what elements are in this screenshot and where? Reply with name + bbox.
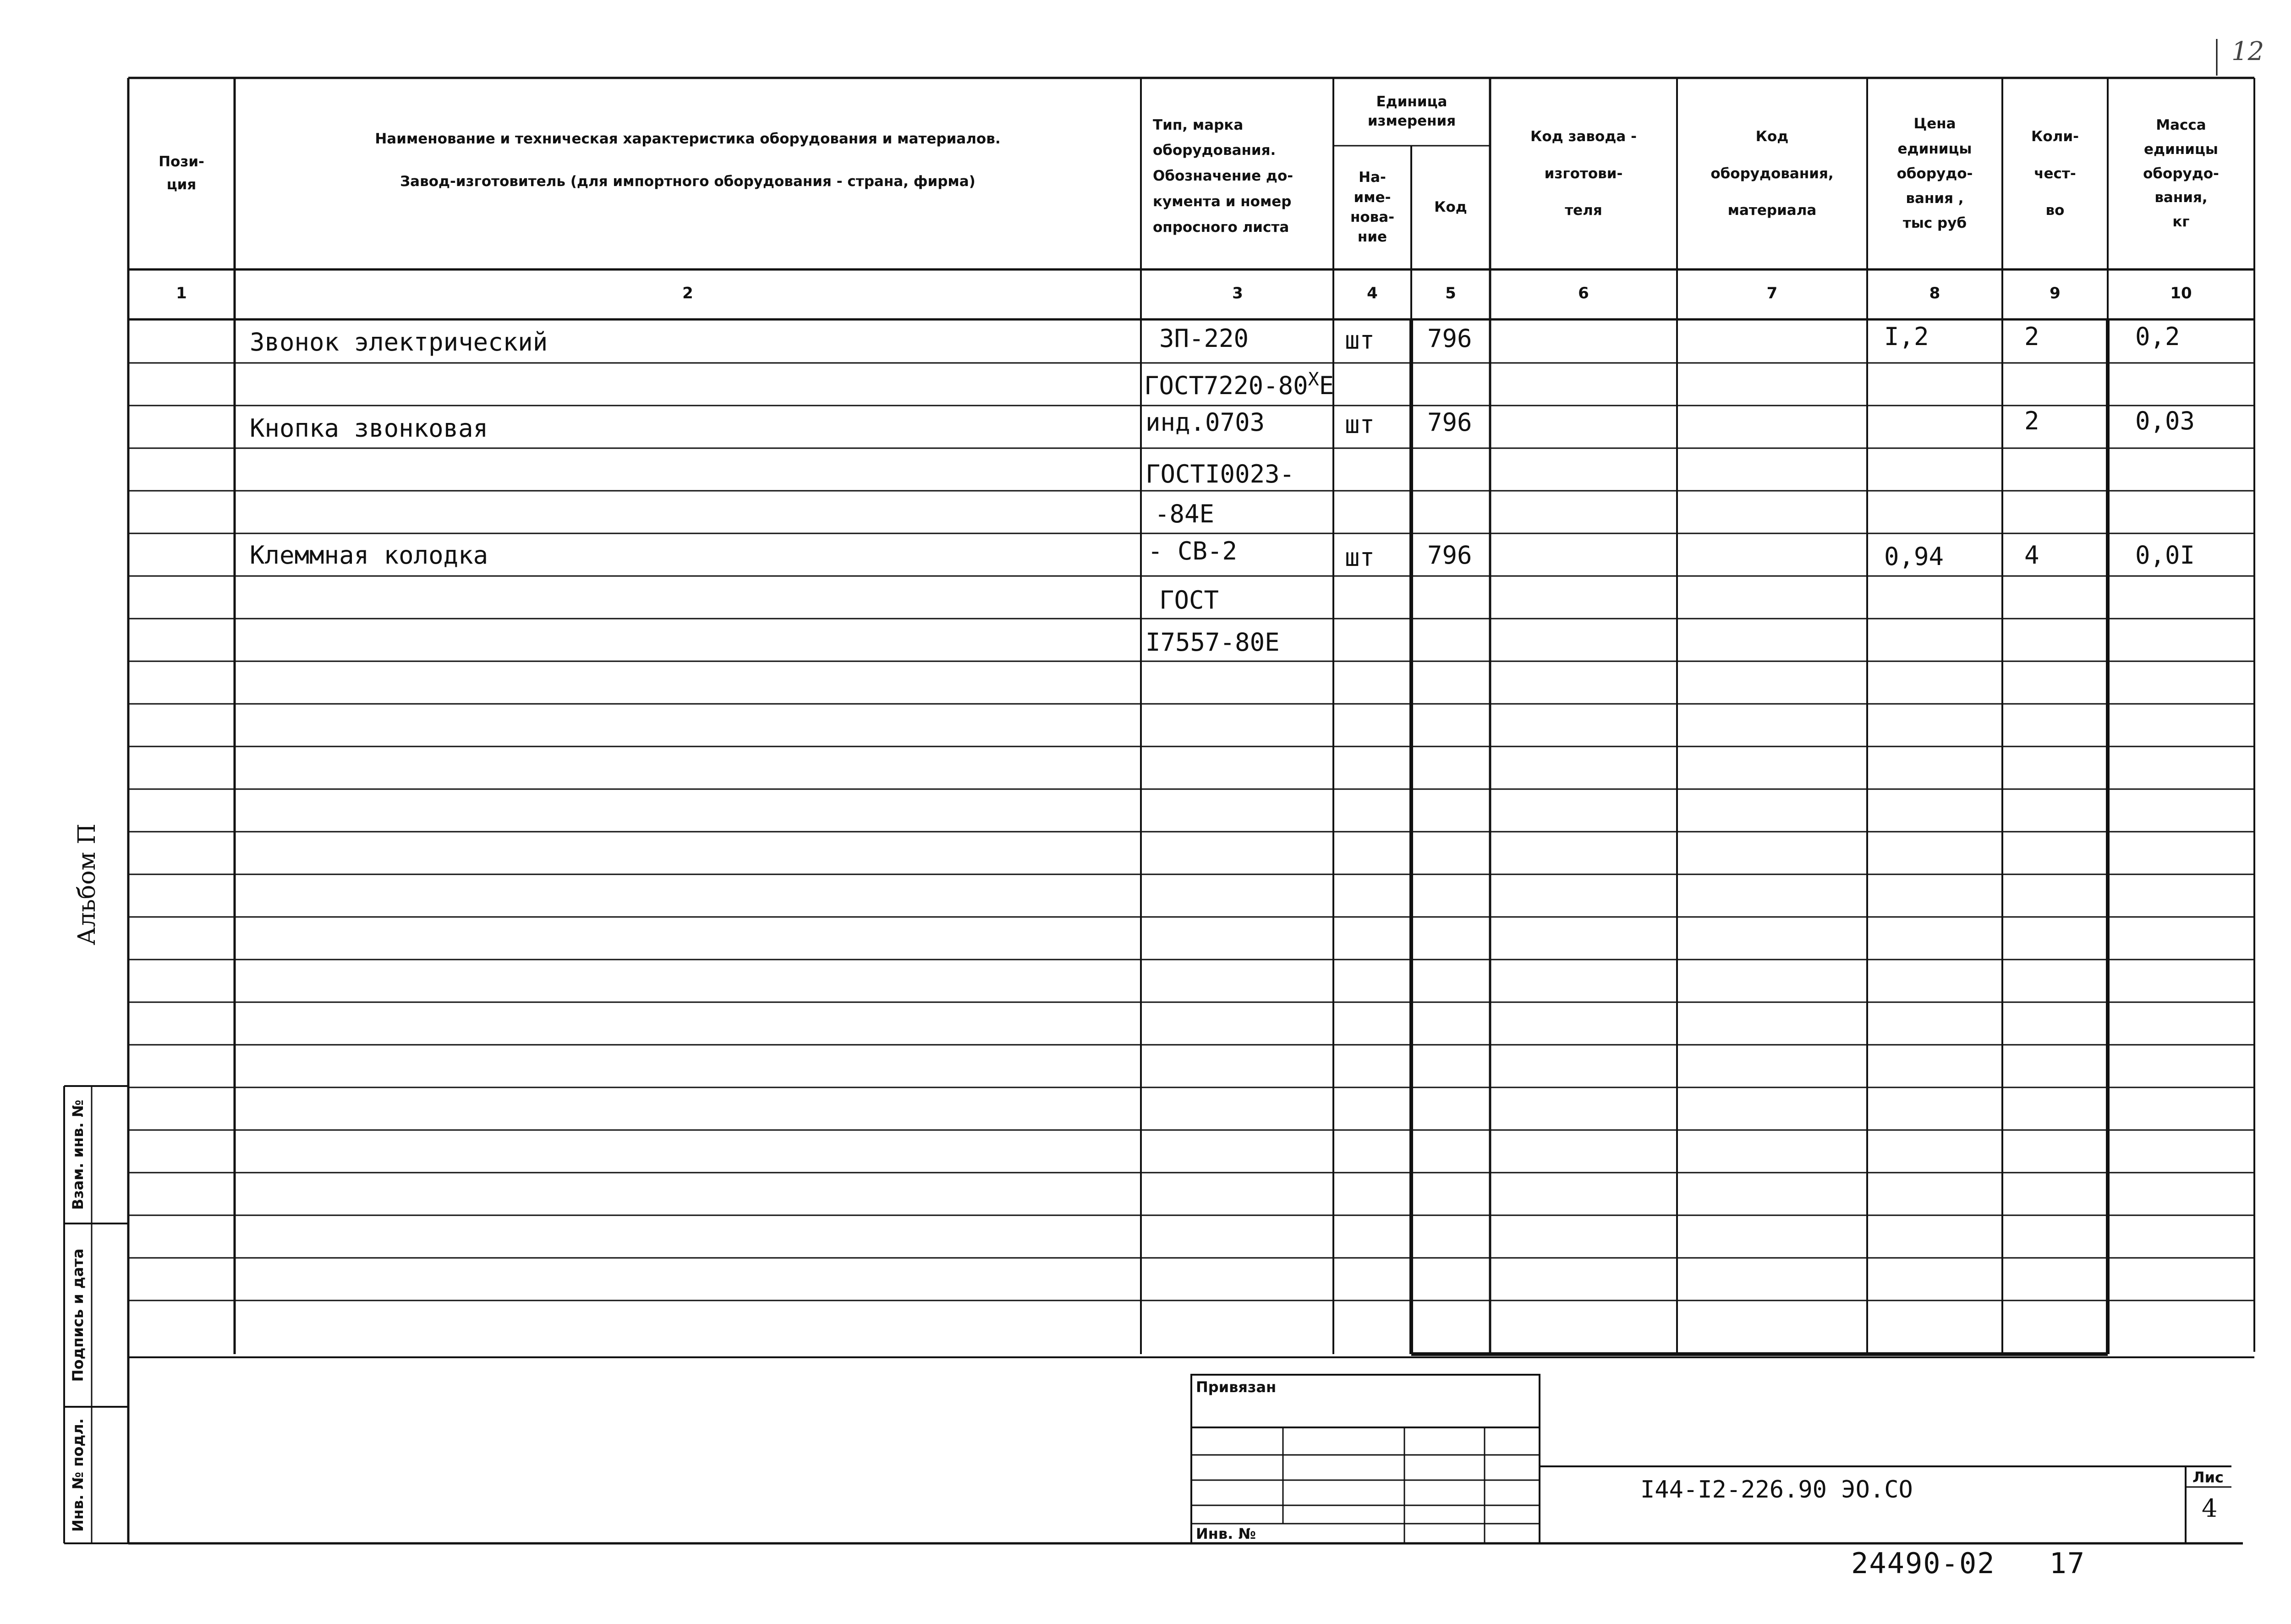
header-unit-name: На- име- нова- ние xyxy=(1350,169,1395,246)
header-manufacturer-code: Код завода - изготови- теля xyxy=(1530,128,1637,219)
row-3-qty: 2 xyxy=(2024,406,2039,435)
row-1-price: I,2 xyxy=(1884,322,1929,351)
row-1-name: Звонок электрический xyxy=(250,328,548,357)
privyazan-label: Привязан xyxy=(1196,1378,1277,1396)
row-3-unit: шт xyxy=(1345,410,1375,439)
column-number: 8 xyxy=(1929,284,1940,302)
row-6-type: - СВ-2 xyxy=(1148,537,1238,565)
header-unit-price: Цена единицы оборудо- вания , тыс руб xyxy=(1896,115,1973,232)
row-6-price: 0,94 xyxy=(1884,542,1944,571)
header-name: Наименование и техническая характеристика оборудования и материалов. Завод-изготовитель (для импортного оборудования - страна, фирма) xyxy=(375,131,1001,190)
side-label-signature-date: Подпись и дата xyxy=(69,1248,87,1382)
row-1-mass: 0,2 xyxy=(2135,322,2180,351)
row-2-type-tail: E xyxy=(1319,371,1334,400)
row-6-mass: 0,0I xyxy=(2135,541,2195,570)
row-3-type: инд.0703 xyxy=(1146,408,1265,437)
row-8-type: I7557-80E xyxy=(1146,628,1280,657)
side-label-original-inv: Инв. № подл. xyxy=(69,1418,87,1532)
column-number: 7 xyxy=(1766,284,1778,302)
column-number: 10 xyxy=(2170,284,2192,302)
column-number: 9 xyxy=(2050,284,2061,302)
column-number: 1 xyxy=(176,284,187,302)
row-2-type-main: ГОСТ7220-80 xyxy=(1144,371,1308,400)
column-number: 3 xyxy=(1232,284,1243,302)
header-quantity: Коли- чест- во xyxy=(2031,128,2079,219)
row-6-name: Клеммная колодка xyxy=(250,541,488,570)
row-6-qty: 4 xyxy=(2024,541,2039,570)
header-unit-mass: Масса единицы оборудо- вания, кг xyxy=(2143,117,2219,230)
row-3-name: Кнопка звонковая xyxy=(250,414,488,443)
row-2-type-sup: X xyxy=(1308,369,1319,390)
sheet-label: Лис xyxy=(2192,1469,2224,1486)
row-3-mass: 0,03 xyxy=(2135,406,2195,435)
header-equipment-code: Код оборудования, материала xyxy=(1710,128,1834,219)
document-code: I44-I2-226.90 ЭО.СО xyxy=(1640,1476,1913,1503)
column-number: 2 xyxy=(682,284,693,302)
row-1-type: ЗП-220 xyxy=(1159,324,1249,353)
row-5-type: -84E xyxy=(1155,499,1215,528)
row-7-type: ГОСТ xyxy=(1159,586,1219,614)
row-3-code: 796 xyxy=(1427,408,1472,437)
row-6-unit: шт xyxy=(1345,543,1375,572)
album-label: Альбом П xyxy=(73,823,101,945)
archive-number: 24490-02 17 xyxy=(1851,1547,2086,1580)
row-2-type xyxy=(1144,370,1334,398)
row-1-unit: шт xyxy=(1345,326,1375,355)
side-label-replacement-inv: Взам. инв. № xyxy=(69,1099,87,1210)
row-6-code: 796 xyxy=(1427,541,1472,570)
header-type: Тип, марка оборудования. Обозначение до- кумента и номер опросного листа xyxy=(1153,116,1293,236)
corner-mark: 12 xyxy=(2231,37,2264,66)
header-position: Пози- ция xyxy=(159,154,204,193)
inv-no-label: Инв. № xyxy=(1196,1525,1256,1542)
column-number: 6 xyxy=(1578,284,1589,302)
sheet-number: 4 xyxy=(2202,1494,2218,1523)
row-4-type: ГОСТI0023- xyxy=(1146,460,1295,488)
column-number: 4 xyxy=(1367,284,1378,302)
row-1-qty: 2 xyxy=(2024,322,2039,351)
column-number: 5 xyxy=(1445,284,1456,302)
row-1-code: 796 xyxy=(1427,324,1472,353)
header-unit-group: Единица измерения xyxy=(1367,93,1456,129)
header-unit-code: Код xyxy=(1434,199,1467,216)
